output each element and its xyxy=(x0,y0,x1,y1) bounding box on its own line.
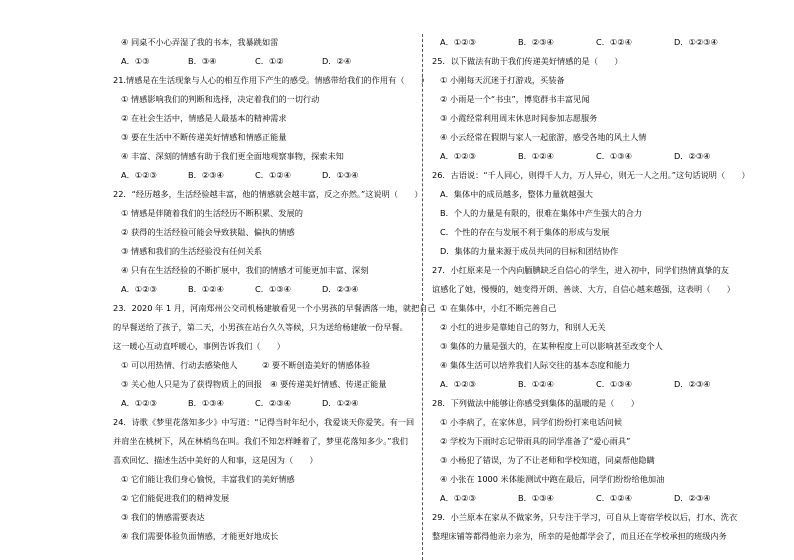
option-line: ③ 关心他人只是为了获得物质上的回报 ④ 要传递美好情感、传递正能量 xyxy=(121,379,387,389)
answer-choice: D．②③④ xyxy=(322,284,359,294)
option-line: ③ 情感和我们的生活经验没有任何关系 xyxy=(121,246,262,256)
question-text-line: 24．诗歌《梦里花落知多少》中写道：“记得当时年纪小，我爱谈天你爱笑。有一回 xyxy=(113,417,415,427)
column-divider xyxy=(422,34,423,560)
answer-choice: C．①②④ xyxy=(596,493,632,503)
option-line: ④ 小张在 1000 米体能测试中跑在最后，同学们纷纷给他加油 xyxy=(440,474,665,484)
answer-choice: D．②④ xyxy=(322,56,352,66)
answer-choice: A．①②③ xyxy=(440,493,476,503)
question-text-line: 整理床铺等都得他亲力亲为，所幸的是他都学会了，而且还在学校承担的班级内务 xyxy=(432,531,727,541)
answer-choices xyxy=(440,379,752,390)
question-text-line: 27．小红原来是一个内向腼腆缺乏自信心的学生，进入初中，同学们热情真挚的友 xyxy=(432,265,729,275)
answer-choices xyxy=(121,398,389,409)
option-line: A．集体中的成员越多，整体力量就越强大 xyxy=(440,189,593,199)
option-line: ③ 小霞经常利用周末休息时间参加志愿服务 xyxy=(440,113,598,123)
answer-choice: C．①②④ xyxy=(255,170,291,180)
answer-choice: C．①③④ xyxy=(255,284,291,294)
answer-choice: B．①②④ xyxy=(188,284,224,294)
answer-choice: A．①②③ xyxy=(121,170,157,180)
question-text-line: 26．古语说：“千人同心，则得千人力，万人异心，则无一人之用。”这句话说明（ ） xyxy=(432,170,750,180)
answer-choice: B．①②④ xyxy=(518,379,554,389)
answer-choice: D．①②③④ xyxy=(674,37,718,47)
answer-choice: B．②③④ xyxy=(188,170,224,180)
answer-choice: C．①③④ xyxy=(596,151,632,161)
answer-choice: C．①③④ xyxy=(596,379,632,389)
answer-choices xyxy=(440,493,752,504)
option-line: ④ 小云经常在假期与家人一起旅游，感受各地的风土人情 xyxy=(440,132,647,142)
option-line: ④ 只有在生活经验的不断扩展中，我们的情感才可能更加丰富、深刻 xyxy=(121,265,369,275)
option-line: ④ 丰富、深刻的情感有助于我们更全面地观察事物，探索未知 xyxy=(121,151,344,161)
answer-choices xyxy=(440,151,752,162)
option-line: ④ 我们需要体验负面情感，才能更好地成长 xyxy=(121,531,279,541)
answer-choice: A．①②③ xyxy=(440,379,476,389)
answer-choice: A．①③ xyxy=(121,56,150,66)
answer-choice: B．①③④ xyxy=(518,493,554,503)
answer-choice: D．②③④ xyxy=(674,379,711,389)
answer-choice: B．①②④ xyxy=(518,151,554,161)
answer-choices xyxy=(121,284,389,295)
option-line: ① 在集体中，小红不断完善自己 xyxy=(440,303,557,313)
option-line: ① 小李病了，在家休息，同学们纷纷打来电话问候 xyxy=(440,417,622,427)
answer-choice: D．②③④ xyxy=(674,151,711,161)
answer-choice: D．②③④ xyxy=(674,493,711,503)
option-line: B．个人的力量是有限的，很难在集体中产生强大的合力 xyxy=(440,208,643,218)
question-text-line: 28．下列做法中能够让你感受到集体的温暖的是（ ） xyxy=(432,398,639,408)
option-line: C．个性的存在与发展不利于集体的形成与发展 xyxy=(440,227,610,237)
option-line: ① 可以用热情、行动去感染他人 ② 要不断创造美好的情感体验 xyxy=(121,360,371,370)
option-line: ③ 集体的力量是强大的，在某种程度上可以影响甚至改变个人 xyxy=(440,341,663,351)
option-line: ② 获得的生活经验可能会导致狭隘、偏执的情感 xyxy=(121,227,295,237)
answer-choice: A．①②③ xyxy=(440,37,476,47)
question-text-line: 29．小兰原本在家从不做家务，只专注于学习，可自从上寄宿学校以后，打水、洗衣 xyxy=(432,512,738,522)
question-text-line: 21.情感是在生活现象与人心的相互作用下产生的感受。情感带给我们的作用有（ ） xyxy=(113,75,429,85)
answer-choice: C．①② xyxy=(255,56,284,66)
option-line: ① 它们能让我们身心愉悦，丰富我们的美好情感 xyxy=(121,474,295,484)
option-line: ② 学校为下雨时忘记带雨具的同学准备了“爱心雨具” xyxy=(440,436,631,446)
question-text-line: 25．以下做法有助于我们传递美好情感的是（ ） xyxy=(432,56,623,66)
option-line: ② 小红的进步是靠她自己的努力，和别人无关 xyxy=(440,322,606,332)
question-text-line: 喜欢回忆、描述生活中美好的人和事，这是因为（ ） xyxy=(113,455,318,465)
option-line: D．集体的力量来源于成员共同的目标和团结协作 xyxy=(440,246,619,256)
option-line: ① 情感影响我们的判断和选择，决定着我们的一切行动 xyxy=(121,94,320,104)
answer-choice: D．①③④ xyxy=(322,170,359,180)
answer-choice: C．②③④ xyxy=(255,398,291,408)
answer-choice: B．②③④ xyxy=(518,37,554,47)
option-line: ② 它们能促进我们的精神发展 xyxy=(121,493,230,503)
option-line: ③ 小杨犯了错误，为了不让老师和学校知道，同桌帮他隐瞒 xyxy=(440,455,655,465)
answer-choice: A．①②③ xyxy=(121,398,157,408)
option-line: ③ 我们的情感需要表达 xyxy=(121,512,205,522)
answer-choices xyxy=(121,170,389,181)
question-text-line: 的早餐送给了孩子，第二天，小男孩在站台久久等候，只为送给杨建敏一份早餐。 xyxy=(113,322,408,332)
option-line: ④ 同桌不小心弄湿了我的书本，我暴跳如雷 xyxy=(121,37,279,47)
option-line: ② 小雨是一个“书虫”，博览群书丰富见闻 xyxy=(440,94,590,104)
option-line: ④ 集体生活可以培养我们人际交往的基本态度和能力 xyxy=(440,360,631,370)
option-line: ① 小刚每天沉迷于打游戏，买装备 xyxy=(440,75,565,85)
answer-choice: B．③④ xyxy=(188,56,217,66)
answer-choices xyxy=(440,37,752,48)
question-text-line: 这一暖心互动直呼暖心，事例告诉我们（ ） xyxy=(113,341,285,351)
answer-choice: A．①②③ xyxy=(440,151,476,161)
question-text-line: 23．2020 年 1 月，河南郑州公交司机杨建敏看见一个小男孩的早餐洒落一地，就把自己 xyxy=(113,303,436,313)
question-text-line: 22．“经历越多，生活经验越丰富，他的情感就会越丰富，反之亦然。”这说明（ ） xyxy=(113,189,423,199)
question-text-line: 并肩坐在桃树下，风在林梢鸟在叫。我们不知怎样睡着了，梦里花落知多少。”我们 xyxy=(113,436,408,446)
answer-choices xyxy=(121,56,389,67)
answer-choice: D．①②④ xyxy=(322,398,359,408)
question-text-line: 谊感化了她，慢慢的，她变得开朗、善谈、大方，自信心越来越强，这表明（ ） xyxy=(432,284,735,294)
option-line: ① 情感是伴随着我们的生活经历不断积累、发展的 xyxy=(121,208,303,218)
option-line: ③ 要在生活中不断传递美好情感和情感正能量 xyxy=(121,132,287,142)
answer-choice: B．①③④ xyxy=(188,398,224,408)
answer-choice: A．①②③ xyxy=(121,284,157,294)
answer-choice: C．①②④ xyxy=(596,37,632,47)
option-line: ② 在社会生活中，情感是人最基本的精神需求 xyxy=(121,113,287,123)
